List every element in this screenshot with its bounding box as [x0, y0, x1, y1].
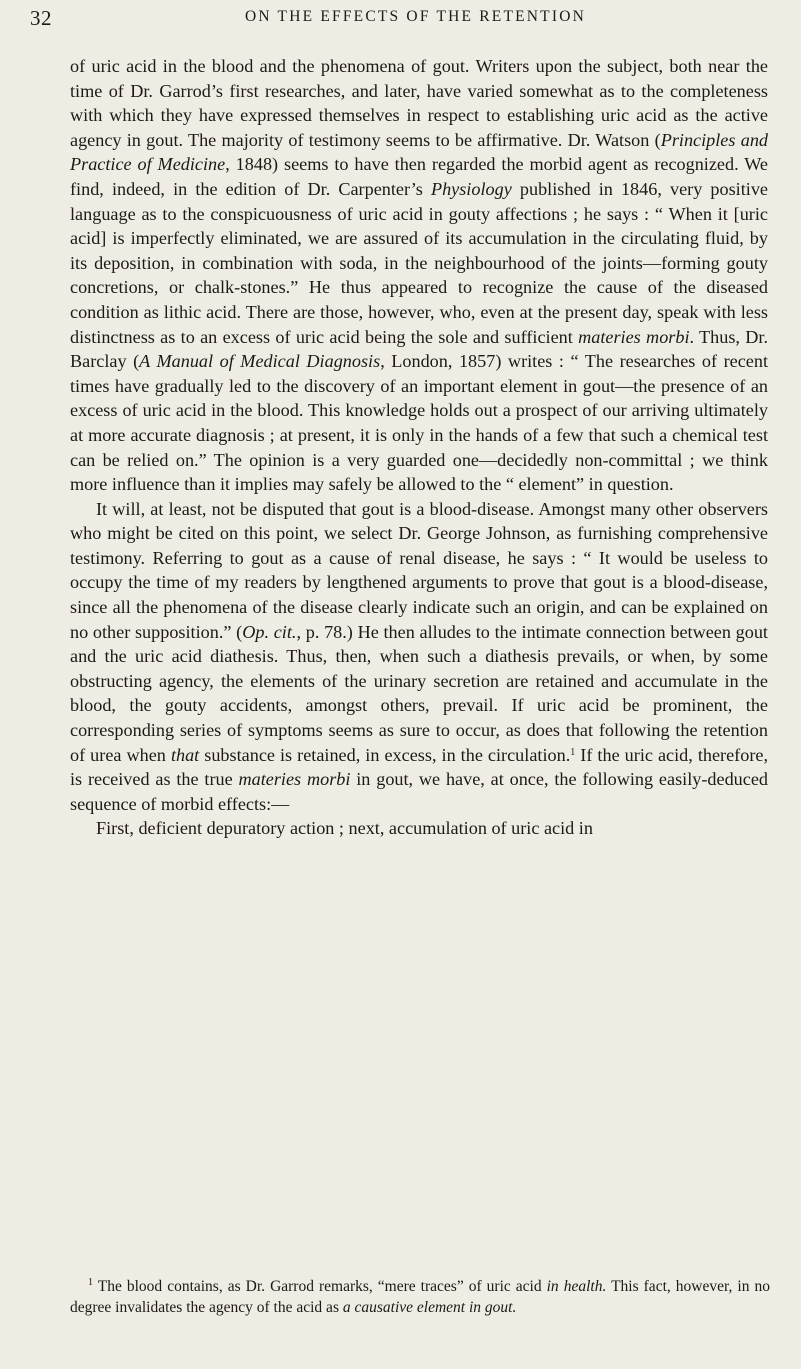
- paragraph-2: It will, at least, not be disputed that gout is a blood-disease. Amongst many other observers who might be cited on this point, we select Dr. George Johnson, as furnishing comprehensive testimony. Referring to gout as a cause of renal disease, he says : “ It would be useless to occupy the time of my readers by lengthened arguments to prove that gout is a blood-disease, since all the phenomena of the disease clearly indicate such an origin, and can be explained on no other supposition.” (Op. cit., p. 78.) He then alludes to the intimate connection between gout and the uric acid diathesis. Thus, then, when such a diathesis prevails, or when, by some obstructing agency, the elements of the urinary secretion are retained and accumulate in the blood, the gouty accidents, amongst others, prevail. If uric acid be prominent, the corresponding series of symptoms seems as sure to occur, as does that following the retention of urea when that substance is retained, in excess, in the circulation.$^1$ If the uric acid, therefore, is received as the true materies morbi in gout, we have, at once, the following easily-deduced sequence of morbid effects:—: [70, 498, 769, 814]
- book-title-manual: A Manual of Medical Diagnosis: [139, 351, 381, 372]
- paragraph-1: of uric acid in the blood and the phenomena of gout. Writers upon the subject, both near the time of Dr. Garrod’s first researches, and later, have varied somewhat as to the completeness with which they have expressed themselves in respect to establishing uric acid as the active agency in gout. The majority of testimony seems to be affirmative. Dr. Watson (Principles and Practice of Medicine, 1848) seems to have then regarded the morbid agent as recognized. We find, indeed, in the edition of Dr. Carpenter’s Physiology published in 1846, very positive language as to the conspicuousness of uric acid in gouty affections ; he says : “ When it [uric acid] is imperfectly eliminated, we are assured of its accumulation in the circulating fluid, by its deposition, in combination with soda, in the neighbourhood of the joints—forming gouty concretions, or chalk-stones.” He thus appeared to recognize the cause of the diseased condition as lithic acid. There are those, however, who, even at the present day, speak with less distinctness as to an excess of uric acid being the sole and sufficient materies morbi. Thus, Dr. Barclay (A Manual of Medical Diagnosis, London, 1857) writes : “ The researches of recent times have gradually led to the discovery of an important element in gout—the presence of an excess of uric acid in the blood. This knowledge holds out a prospect of our arriving ultimately at more accurate diagnosis ; at present, it is only in the hands of a few that such a chemical test can be relied on.” The opinion is a very guarded one—decidedly non-committal ; we think more influence than it implies may safely be allowed to the “ element” in question.: [70, 56, 769, 495]
- page-number: 32: [30, 6, 52, 30]
- paragraph-3: First, deficient depuratory action ; next, accumulation of uric acid in: [96, 818, 593, 839]
- footnotes: [70, 1276, 770, 1318]
- running-head: ON THE EFFECTS OF THE RETENTION: [244, 8, 587, 25]
- body-text: [70, 54, 768, 841]
- latin-term: materies morbi: [578, 326, 690, 347]
- latin-term: materies morbi: [238, 769, 351, 790]
- citation-op-cit: Op. cit.: [242, 621, 297, 642]
- footnote-marker: 1: [570, 746, 576, 758]
- footnote-number: 1: [88, 1277, 93, 1288]
- book-title-physiology: Physiology: [430, 178, 512, 199]
- footnote-1: $^1$ The blood contains, as Dr. Garrod remarks, “mere traces” of uric acid in health. This fact, however, in no degree invalidates the agency of the acid as a causative element in gout.: [70, 1277, 770, 1316]
- emphasis-that: that: [170, 744, 200, 765]
- book-title-principles: Principles and Practice of Medicine: [70, 129, 769, 175]
